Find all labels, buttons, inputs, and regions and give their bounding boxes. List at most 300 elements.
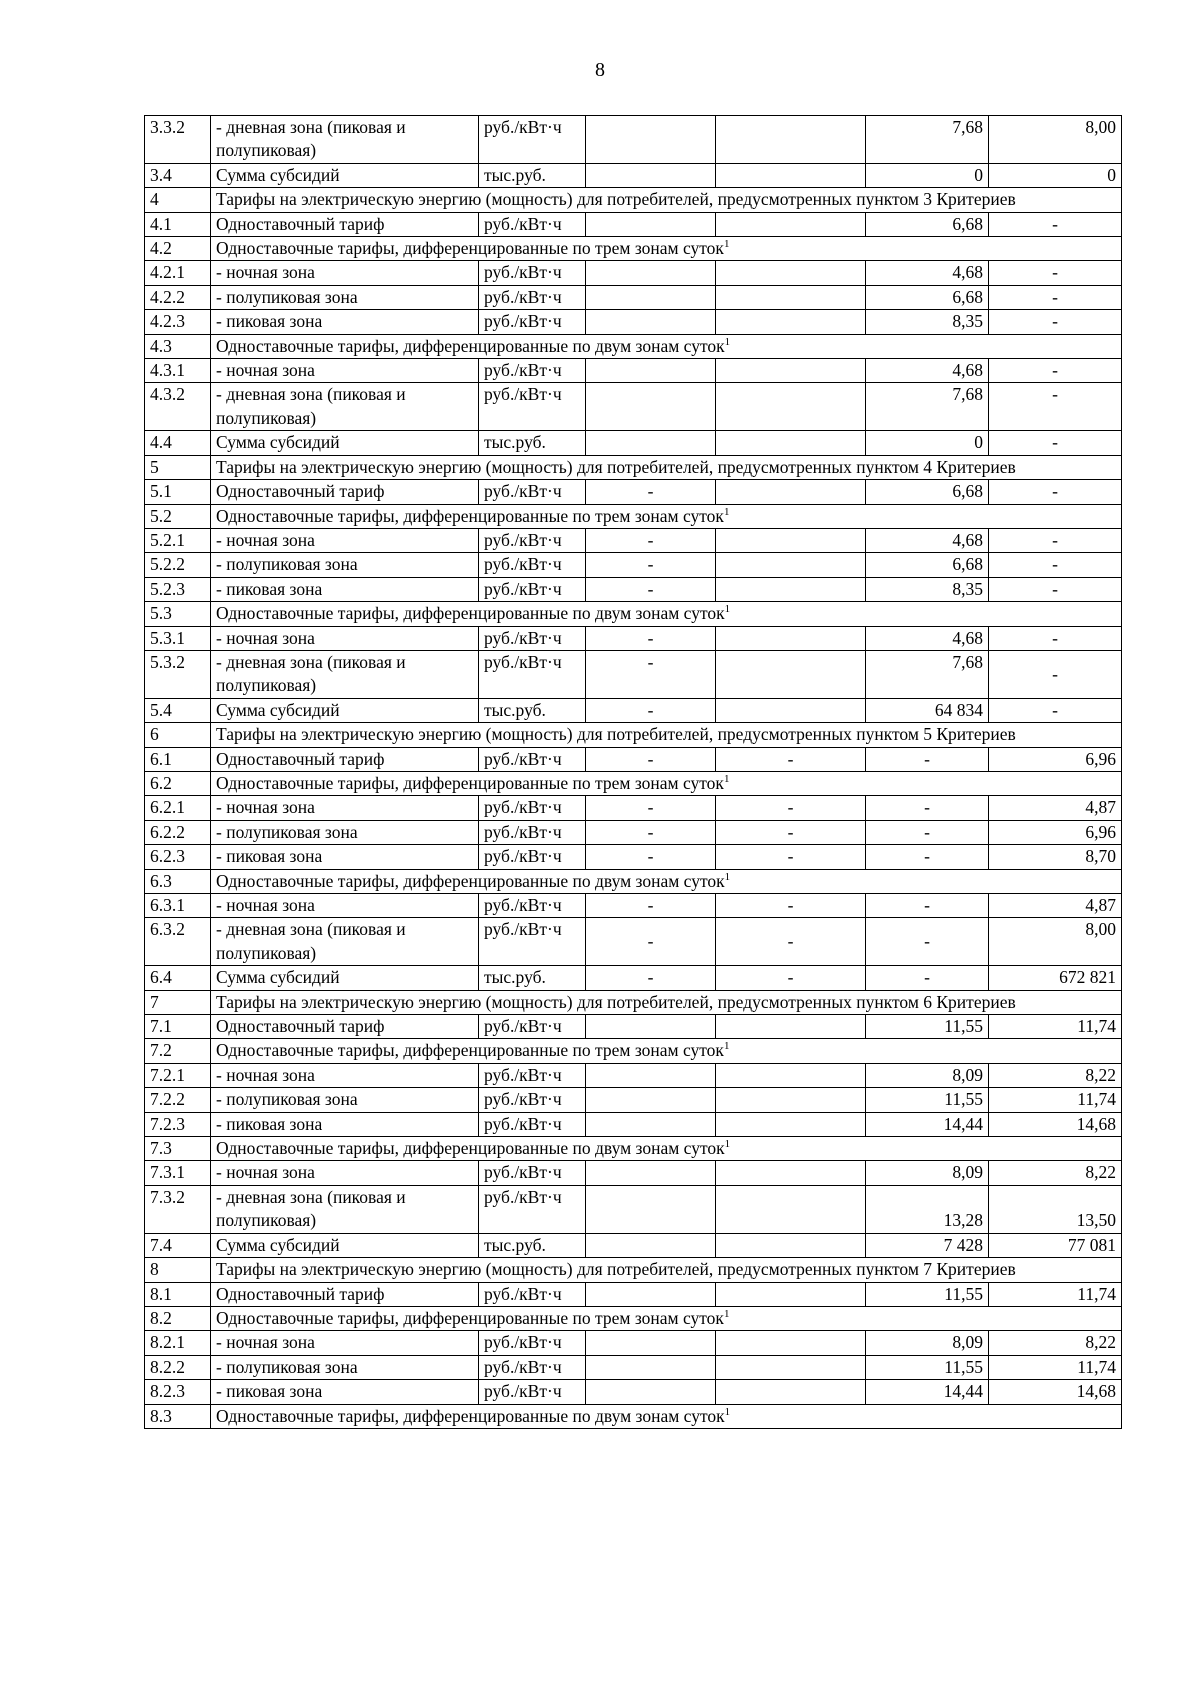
value-col-3: 8,35 [866, 310, 989, 334]
unit: руб./кВт·ч [479, 796, 586, 820]
page-number: 8 [595, 59, 605, 81]
row-number: 8.2.3 [145, 1380, 211, 1404]
value-col-2 [716, 626, 866, 650]
table-row [145, 1258, 1122, 1282]
table-row [145, 1306, 1122, 1330]
value-col-1: - [586, 894, 716, 918]
table-row [145, 990, 1122, 1014]
table-row [145, 383, 1122, 431]
unit: тыс.руб. [479, 698, 586, 722]
value-col-3: 13,28 [866, 1185, 989, 1233]
value-col-1: - [586, 577, 716, 601]
value-col-3: 8,09 [866, 1331, 989, 1355]
value-col-2 [716, 698, 866, 722]
value-col-1 [586, 261, 716, 285]
unit: руб./кВт·ч [479, 820, 586, 844]
table-row [145, 212, 1122, 236]
footnote-mark: 1 [724, 335, 731, 348]
table-row [145, 1331, 1122, 1355]
unit: руб./кВт·ч [479, 212, 586, 236]
unit: руб./кВт·ч [479, 1355, 586, 1379]
row-number: 7.3 [145, 1137, 211, 1161]
value-col-3: 7 428 [866, 1233, 989, 1257]
row-number: 5.2 [145, 504, 211, 528]
value-col-4: 14,68 [989, 1380, 1122, 1404]
row-number: 6.2.3 [145, 845, 211, 869]
unit: руб./кВт·ч [479, 577, 586, 601]
value-col-3: 14,44 [866, 1112, 989, 1136]
unit: руб./кВт·ч [479, 528, 586, 552]
footnote-mark: 1 [723, 773, 730, 786]
row-number: 5.2.2 [145, 553, 211, 577]
value-col-4: 13,50 [989, 1185, 1122, 1233]
value-col-2 [716, 1015, 866, 1039]
table-row [145, 480, 1122, 504]
value-col-4: 11,74 [989, 1355, 1122, 1379]
value-col-4: - [989, 212, 1122, 236]
value-col-1 [586, 1355, 716, 1379]
unit: руб./кВт·ч [479, 310, 586, 334]
subsection-heading [211, 1039, 1122, 1063]
item-name: Сумма субсидий [211, 698, 479, 722]
row-number: 7.2.3 [145, 1112, 211, 1136]
value-col-2 [716, 1185, 866, 1233]
footnote-mark: 1 [723, 238, 730, 251]
row-number: 4 [145, 188, 211, 212]
row-number: 6.3 [145, 869, 211, 893]
unit: тыс.руб. [479, 431, 586, 455]
value-col-4: 4,87 [989, 894, 1122, 918]
table-row [145, 188, 1122, 212]
row-number: 3.4 [145, 163, 211, 187]
unit: руб./кВт·ч [479, 116, 586, 164]
item-name: - ночная зона [211, 1161, 479, 1185]
value-col-2 [716, 1331, 866, 1355]
value-col-4: - [989, 359, 1122, 383]
value-col-3: 7,68 [866, 650, 989, 698]
value-col-1: - [586, 626, 716, 650]
table-row [145, 359, 1122, 383]
value-col-4: - [989, 383, 1122, 431]
value-col-2 [716, 383, 866, 431]
table-row [145, 626, 1122, 650]
value-col-1 [586, 212, 716, 236]
section-heading: Тарифы на электрическую энергию (мощность) для потребителей, предусмотренных пунктом 7 Критериев [211, 1258, 1122, 1282]
table-row [145, 553, 1122, 577]
row-number: 7.4 [145, 1233, 211, 1257]
row-number: 5.3 [145, 602, 211, 626]
table-row [145, 602, 1122, 626]
item-name: - ночная зона [211, 796, 479, 820]
value-col-1 [586, 359, 716, 383]
value-col-3: - [866, 918, 989, 966]
value-col-1 [586, 1185, 716, 1233]
table-row [145, 504, 1122, 528]
table-row [145, 334, 1122, 358]
item-name: Одноставочный тариф [211, 1282, 479, 1306]
table-row [145, 1380, 1122, 1404]
value-col-3: 7,68 [866, 116, 989, 164]
value-col-1 [586, 1112, 716, 1136]
row-number: 6.2.2 [145, 820, 211, 844]
item-name: - ночная зона [211, 359, 479, 383]
item-name: - пиковая зона [211, 1112, 479, 1136]
value-col-4: 77 081 [989, 1233, 1122, 1257]
value-col-4: - [989, 261, 1122, 285]
table-row [145, 845, 1122, 869]
table-row [145, 796, 1122, 820]
table-row [145, 1355, 1122, 1379]
footnote-mark: 1 [724, 870, 731, 883]
value-col-2 [716, 528, 866, 552]
table-row [145, 1112, 1122, 1136]
value-col-2: - [716, 894, 866, 918]
value-col-1 [586, 1161, 716, 1185]
item-name: - пиковая зона [211, 310, 479, 334]
subsection-text: Одноставочные тарифы, дифференцированные по двум зонам суток [216, 603, 725, 624]
row-number: 5.2.1 [145, 528, 211, 552]
value-col-4: - [989, 553, 1122, 577]
row-number: 4.2.2 [145, 285, 211, 309]
value-col-3: 14,44 [866, 1380, 989, 1404]
value-col-3: 7,68 [866, 383, 989, 431]
value-col-2: - [716, 966, 866, 990]
item-name: Сумма субсидий [211, 163, 479, 187]
tariff-table-body [145, 116, 1122, 1429]
value-col-4: - [989, 285, 1122, 309]
table-row [145, 577, 1122, 601]
value-col-2 [716, 577, 866, 601]
value-col-2: - [716, 845, 866, 869]
row-number: 6.2 [145, 771, 211, 795]
item-name: Одноставочный тариф [211, 480, 479, 504]
subsection-text: Одноставочные тарифы, дифференцированные по трем зонам суток [216, 238, 724, 259]
table-row [145, 1282, 1122, 1306]
value-col-3: 4,68 [866, 261, 989, 285]
table-row [145, 1039, 1122, 1063]
table-row [145, 285, 1122, 309]
value-col-4: - [989, 650, 1122, 698]
table-row [145, 918, 1122, 966]
value-col-1: - [586, 480, 716, 504]
row-number: 8.2.1 [145, 1331, 211, 1355]
row-number: 4.4 [145, 431, 211, 455]
table-row [145, 723, 1122, 747]
footnote-mark: 1 [723, 1040, 730, 1053]
value-col-2 [716, 1355, 866, 1379]
value-col-3: - [866, 820, 989, 844]
subsection-text: Одноставочные тарифы, дифференцированные по трем зонам суток [216, 1040, 724, 1061]
value-col-2 [716, 1063, 866, 1087]
item-name: - полупиковая зона [211, 1355, 479, 1379]
item-name: - пиковая зона [211, 577, 479, 601]
item-name: - полупиковая зона [211, 1088, 479, 1112]
table-row [145, 869, 1122, 893]
subsection-heading [211, 334, 1122, 358]
subsection-heading [211, 869, 1122, 893]
value-col-2 [716, 163, 866, 187]
row-number: 6.1 [145, 747, 211, 771]
value-col-2 [716, 553, 866, 577]
table-row [145, 528, 1122, 552]
value-col-1 [586, 310, 716, 334]
row-number: 4.2.1 [145, 261, 211, 285]
value-col-2 [716, 116, 866, 164]
unit: руб./кВт·ч [479, 918, 586, 966]
value-col-2 [716, 1088, 866, 1112]
section-heading: Тарифы на электрическую энергию (мощность) для потребителей, предусмотренных пунктом 3 Критериев [211, 188, 1122, 212]
table-row [145, 966, 1122, 990]
table-row [145, 163, 1122, 187]
subsection-heading [211, 602, 1122, 626]
unit: руб./кВт·ч [479, 359, 586, 383]
value-col-3: 8,09 [866, 1063, 989, 1087]
value-col-1 [586, 1331, 716, 1355]
table-row [145, 237, 1122, 261]
row-number: 5 [145, 455, 211, 479]
value-col-3: 11,55 [866, 1355, 989, 1379]
value-col-4: 11,74 [989, 1088, 1122, 1112]
value-col-4: 8,22 [989, 1161, 1122, 1185]
subsection-text: Одноставочные тарифы, дифференцированные по двум зонам суток [216, 1405, 725, 1426]
value-col-2: - [716, 820, 866, 844]
value-col-3: 8,09 [866, 1161, 989, 1185]
row-number: 4.3.1 [145, 359, 211, 383]
value-col-3: - [866, 747, 989, 771]
value-col-3: - [866, 966, 989, 990]
unit: руб./кВт·ч [479, 1088, 586, 1112]
value-col-1: - [586, 966, 716, 990]
value-col-3: 4,68 [866, 359, 989, 383]
unit: руб./кВт·ч [479, 383, 586, 431]
subsection-heading [211, 1137, 1122, 1161]
section-heading: Тарифы на электрическую энергию (мощность) для потребителей, предусмотренных пунктом 5 Критериев [211, 723, 1122, 747]
table-row [145, 1233, 1122, 1257]
value-col-1 [586, 1063, 716, 1087]
unit: руб./кВт·ч [479, 1112, 586, 1136]
subsection-text: Одноставочные тарифы, дифференцированные по двум зонам суток [216, 1138, 725, 1159]
table-row [145, 1063, 1122, 1087]
value-col-3: - [866, 894, 989, 918]
footnote-mark: 1 [724, 1138, 731, 1151]
unit: руб./кВт·ч [479, 285, 586, 309]
row-number: 8.3 [145, 1404, 211, 1428]
unit: руб./кВт·ч [479, 1331, 586, 1355]
item-name: Сумма субсидий [211, 966, 479, 990]
row-number: 8.1 [145, 1282, 211, 1306]
row-number: 6.2.1 [145, 796, 211, 820]
row-number: 7 [145, 990, 211, 1014]
table-row [145, 455, 1122, 479]
value-col-1: - [586, 698, 716, 722]
row-number: 7.2 [145, 1039, 211, 1063]
row-number: 7.1 [145, 1015, 211, 1039]
subsection-heading [211, 504, 1122, 528]
value-col-4: 8,70 [989, 845, 1122, 869]
value-col-2 [716, 1380, 866, 1404]
unit: руб./кВт·ч [479, 480, 586, 504]
value-col-4: - [989, 626, 1122, 650]
value-col-1: - [586, 650, 716, 698]
value-col-4: 8,22 [989, 1063, 1122, 1087]
subsection-heading [211, 771, 1122, 795]
row-number: 7.2.1 [145, 1063, 211, 1087]
value-col-3: 6,68 [866, 553, 989, 577]
value-col-1 [586, 1233, 716, 1257]
value-col-3: - [866, 845, 989, 869]
table-row [145, 698, 1122, 722]
item-name: - ночная зона [211, 894, 479, 918]
table-row [145, 431, 1122, 455]
value-col-2 [716, 212, 866, 236]
value-col-1 [586, 285, 716, 309]
value-col-4: 11,74 [989, 1015, 1122, 1039]
row-number: 5.3.2 [145, 650, 211, 698]
value-col-4: - [989, 431, 1122, 455]
value-col-3: 4,68 [866, 528, 989, 552]
item-name: - ночная зона [211, 1331, 479, 1355]
value-col-4: - [989, 577, 1122, 601]
value-col-2 [716, 261, 866, 285]
item-name: - дневная зона (пиковая и полупиковая) [211, 918, 479, 966]
row-number: 7.3.2 [145, 1185, 211, 1233]
value-col-4: 11,74 [989, 1282, 1122, 1306]
unit: руб./кВт·ч [479, 261, 586, 285]
value-col-1: - [586, 796, 716, 820]
value-col-1 [586, 1282, 716, 1306]
value-col-4: 6,96 [989, 747, 1122, 771]
row-number: 8 [145, 1258, 211, 1282]
subsection-heading [211, 1404, 1122, 1428]
item-name: - ночная зона [211, 1063, 479, 1087]
unit: тыс.руб. [479, 1233, 586, 1257]
value-col-3: 6,68 [866, 480, 989, 504]
item-name: - полупиковая зона [211, 820, 479, 844]
value-col-3: 11,55 [866, 1015, 989, 1039]
row-number: 8.2.2 [145, 1355, 211, 1379]
unit: руб./кВт·ч [479, 1161, 586, 1185]
item-name: - полупиковая зона [211, 553, 479, 577]
table-row [145, 1088, 1122, 1112]
item-name: Сумма субсидий [211, 1233, 479, 1257]
unit: руб./кВт·ч [479, 650, 586, 698]
table-row [145, 1161, 1122, 1185]
value-col-1: - [586, 528, 716, 552]
value-col-1 [586, 431, 716, 455]
value-col-4: 8,00 [989, 918, 1122, 966]
table-row [145, 1137, 1122, 1161]
value-col-4: 6,96 [989, 820, 1122, 844]
value-col-3: 64 834 [866, 698, 989, 722]
item-name: - пиковая зона [211, 845, 479, 869]
item-name: - дневная зона (пиковая и полупиковая) [211, 116, 479, 164]
value-col-2 [716, 1112, 866, 1136]
unit: руб./кВт·ч [479, 1063, 586, 1087]
item-name: - дневная зона (пиковая и полупиковая) [211, 650, 479, 698]
footnote-mark: 1 [724, 1405, 731, 1418]
table-row [145, 894, 1122, 918]
subsection-text: Одноставочные тарифы, дифференцированные по двум зонам суток [216, 870, 725, 891]
table-row [145, 1185, 1122, 1233]
unit: тыс.руб. [479, 163, 586, 187]
footnote-mark: 1 [723, 505, 730, 518]
value-col-4: 8,00 [989, 116, 1122, 164]
value-col-3: 0 [866, 163, 989, 187]
value-col-3: 8,35 [866, 577, 989, 601]
value-col-2: - [716, 796, 866, 820]
unit: руб./кВт·ч [479, 626, 586, 650]
value-col-1: - [586, 747, 716, 771]
value-col-1: - [586, 918, 716, 966]
table-row [145, 116, 1122, 164]
value-col-1: - [586, 845, 716, 869]
item-name: - пиковая зона [211, 1380, 479, 1404]
value-col-2 [716, 1282, 866, 1306]
item-name: - ночная зона [211, 528, 479, 552]
value-col-2 [716, 1161, 866, 1185]
row-number: 4.2 [145, 237, 211, 261]
item-name: - ночная зона [211, 261, 479, 285]
value-col-1: - [586, 820, 716, 844]
row-number: 5.4 [145, 698, 211, 722]
value-col-4: - [989, 698, 1122, 722]
subsection-text: Одноставочные тарифы, дифференцированные по трем зонам суток [216, 1307, 724, 1328]
row-number: 4.3 [145, 334, 211, 358]
unit: руб./кВт·ч [479, 845, 586, 869]
item-name: Одноставочный тариф [211, 747, 479, 771]
subsection-heading [211, 237, 1122, 261]
row-number: 6.3.2 [145, 918, 211, 966]
value-col-4: - [989, 480, 1122, 504]
subsection-text: Одноставочные тарифы, дифференцированные по трем зонам суток [216, 505, 724, 526]
value-col-2 [716, 359, 866, 383]
table-row [145, 310, 1122, 334]
row-number: 7.3.1 [145, 1161, 211, 1185]
row-number: 7.2.2 [145, 1088, 211, 1112]
item-name: - полупиковая зона [211, 285, 479, 309]
item-name: - ночная зона [211, 626, 479, 650]
value-col-1: - [586, 553, 716, 577]
table-row [145, 820, 1122, 844]
row-number: 8.2 [145, 1306, 211, 1330]
item-name: - дневная зона (пиковая и полупиковая) [211, 1185, 479, 1233]
value-col-2 [716, 650, 866, 698]
value-col-3: 11,55 [866, 1282, 989, 1306]
value-col-2 [716, 480, 866, 504]
value-col-2: - [716, 747, 866, 771]
value-col-3: 11,55 [866, 1088, 989, 1112]
value-col-4: 0 [989, 163, 1122, 187]
value-col-2 [716, 1233, 866, 1257]
subsection-text: Одноставочные тарифы, дифференцированные по трем зонам суток [216, 772, 724, 793]
row-number: 5.1 [145, 480, 211, 504]
table-row [145, 771, 1122, 795]
unit: руб./кВт·ч [479, 1380, 586, 1404]
unit: руб./кВт·ч [479, 747, 586, 771]
unit: руб./кВт·ч [479, 1185, 586, 1233]
section-heading: Тарифы на электрическую энергию (мощность) для потребителей, предусмотренных пунктом 4 Критериев [211, 455, 1122, 479]
footnote-mark: 1 [723, 1308, 730, 1321]
table-row [145, 1015, 1122, 1039]
unit: руб./кВт·ч [479, 1282, 586, 1306]
value-col-4: 672 821 [989, 966, 1122, 990]
row-number: 5.2.3 [145, 577, 211, 601]
row-number: 4.1 [145, 212, 211, 236]
footnote-mark: 1 [724, 603, 731, 616]
row-number: 5.3.1 [145, 626, 211, 650]
value-col-4: - [989, 310, 1122, 334]
value-col-3: 4,68 [866, 626, 989, 650]
